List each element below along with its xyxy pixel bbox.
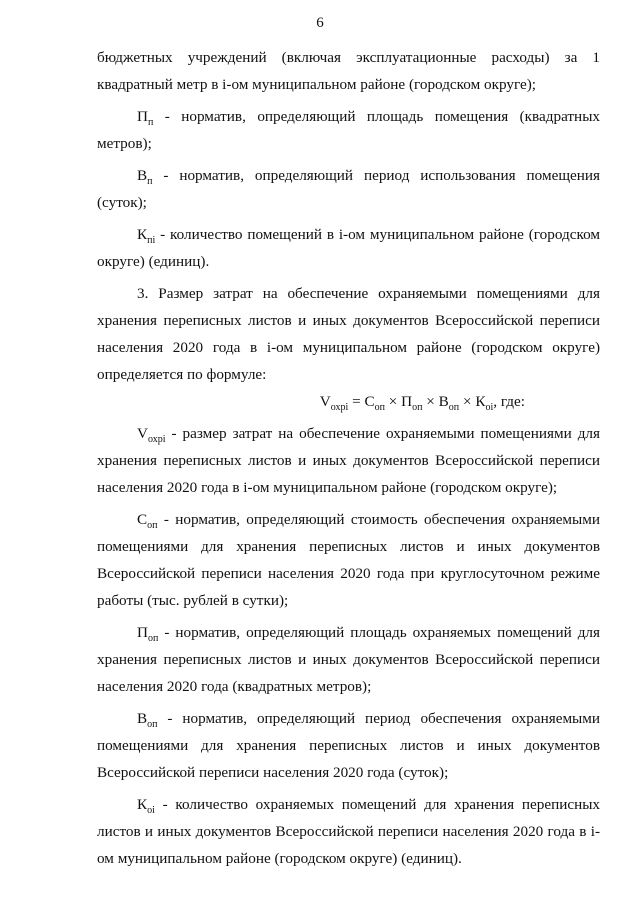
definition-text: - размер затрат на обеспечение охраняемыми помещениями для хранения переписных листов и иных документов Всероссийской переписи населения 2020 года в i-ом муниципальном районе (городском округе);	[97, 425, 600, 496]
symbol: П	[137, 624, 148, 641]
symbol-subscript: оп	[147, 719, 158, 731]
symbol-subscript: охрi	[147, 434, 166, 446]
definition-paragraph	[97, 506, 600, 614]
document-body	[97, 44, 600, 872]
formula-v-sub: охрi	[330, 402, 349, 414]
symbol-subscript: оп	[147, 633, 159, 645]
formula-p: П	[401, 393, 413, 410]
section-paragraph: 3. Размер затрат на обеспечение охраняемыми помещениями для хранения переписных листов и иных документов Всероссийской переписи населения 2020 года в i-ом муниципальном районе (городском округе) определяется по формуле:	[97, 285, 600, 383]
symbol-subscript: п	[147, 117, 154, 129]
symbol: К	[137, 226, 148, 243]
definition-text: - норматив, определяющий период обеспечения охраняемыми помещениями для хранения переписных листов и иных документов Всероссийской переписи населения 2020 года (суток);	[97, 710, 600, 781]
definition-paragraph	[97, 420, 600, 501]
definition-text: - количество помещений в i-ом муниципальном районе (городском округе) (единиц).	[97, 226, 600, 270]
formula-c-sub: оп	[374, 402, 385, 414]
formula-c: С	[364, 393, 375, 410]
formula-b: В	[438, 393, 449, 410]
formula-k: К	[475, 393, 486, 410]
formula-tail: , где:	[493, 393, 525, 410]
formula-k-sub: оi	[485, 402, 494, 414]
paragraph-continuation: бюджетных учреждений (включая эксплуатационные расходы) за 1 квадратный метр в i-ом муниципальном районе (городском округе);	[97, 49, 600, 93]
page-number: 6	[316, 15, 324, 31]
formula-times: ×	[422, 393, 439, 410]
formula-times: ×	[384, 393, 402, 410]
formula-p-sub: оп	[412, 402, 423, 414]
formula-b-sub: оп	[448, 402, 460, 414]
symbol-subscript: пi	[147, 235, 156, 247]
symbol: П	[137, 108, 148, 125]
definition-paragraph	[97, 162, 600, 216]
definition-text: - норматив, определяющий период использования помещения (суток);	[97, 167, 600, 211]
formula	[97, 388, 600, 415]
formula-v: V	[319, 393, 331, 410]
symbol-subscript: п	[147, 176, 153, 188]
definition-paragraph	[97, 103, 600, 157]
symbol: V	[137, 425, 148, 442]
definition-text: - норматив, определяющий стоимость обеспечения охраняемыми помещениями для хранения переписных листов и иных документов Всероссийской переписи населения 2020 года при круглосуточном режиме работы (тыс. рублей в сутки);	[97, 511, 600, 609]
definition-paragraph	[97, 791, 600, 872]
symbol: К	[137, 796, 148, 813]
definition-paragraph	[97, 221, 600, 275]
formula-eq: =	[348, 393, 365, 410]
symbol: С	[137, 511, 148, 528]
symbol-subscript: оп	[147, 520, 158, 532]
formula-times: ×	[459, 393, 476, 410]
symbol: В	[137, 167, 148, 184]
definition-text: - количество охраняемых помещений для хранения переписных листов и иных документов Всероссийской переписи населения 2020 года в i-ом муниципальном районе (городском округе) (единиц).	[97, 796, 600, 867]
symbol-subscript: оi	[147, 805, 155, 817]
symbol: В	[137, 710, 148, 727]
definition-text: - норматив, определяющий площадь помещения (квадратных метров);	[97, 108, 600, 152]
definition-text: - норматив, определяющий площадь охраняемых помещений для хранения переписных листов и иных документов Всероссийской переписи населения 2020 года (квадратных метров);	[97, 624, 600, 695]
definition-paragraph	[97, 705, 600, 786]
definition-paragraph	[97, 619, 600, 700]
